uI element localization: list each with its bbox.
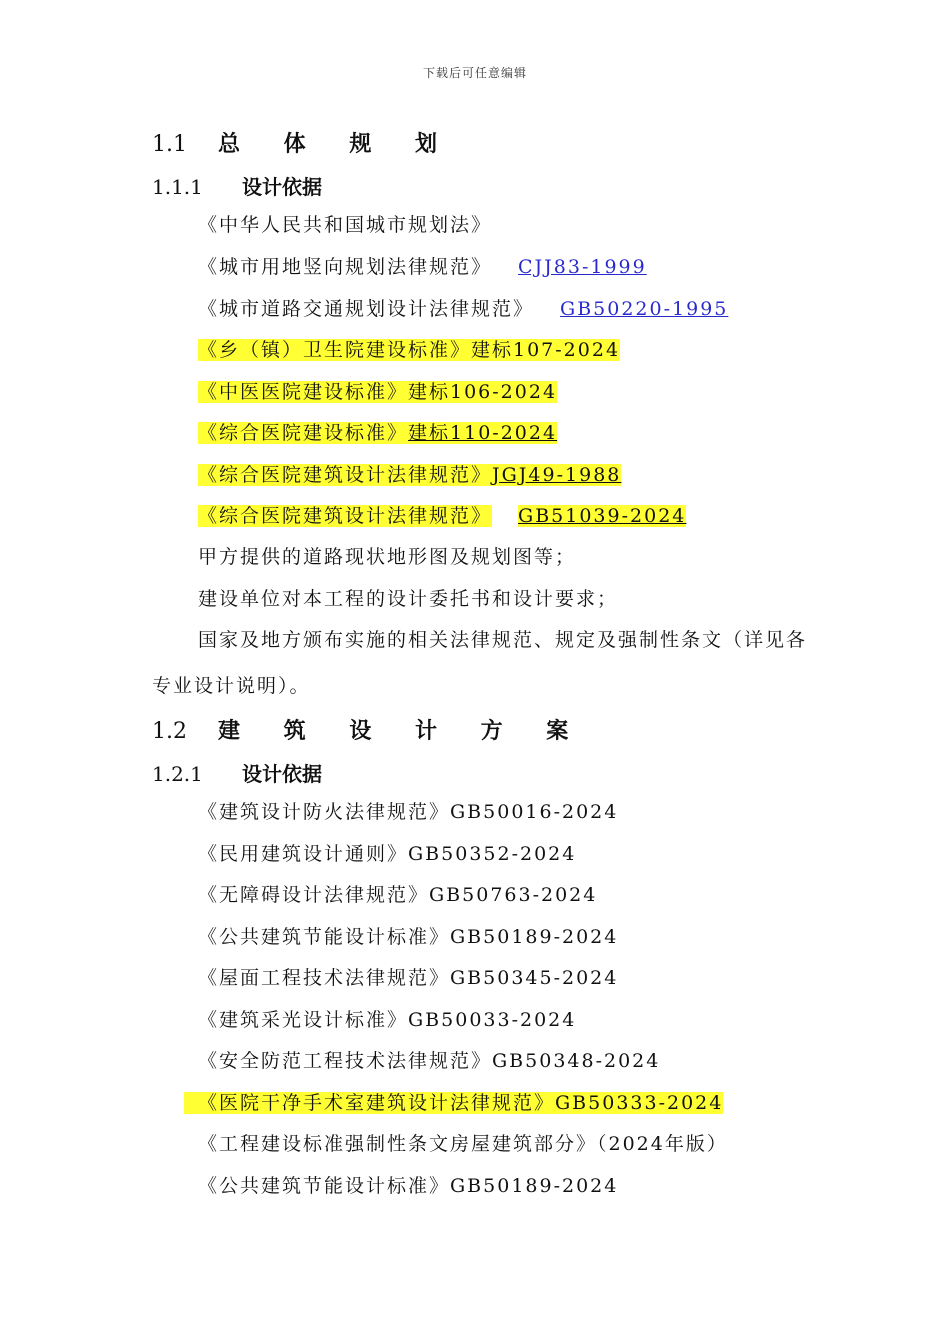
section-heading	[152, 714, 586, 745]
reference-item	[198, 1173, 618, 1199]
reference-text: 《无障碍设计法律规范》GB50763-2024	[198, 884, 598, 906]
reference-code: 建标110-2024	[408, 422, 558, 444]
reference-text: 《安全防范工程技术法律规范》GB50348-2024	[198, 1050, 661, 1072]
reference-item	[198, 841, 576, 867]
section-number: 1.2	[152, 719, 187, 744]
page-header: 下载后可任意编辑	[422, 66, 527, 80]
reference-code-link[interactable]: GB50220-1995	[560, 298, 729, 320]
reference-text: 《综合医院建设标准》	[198, 422, 409, 444]
reference-item-highlighted	[198, 462, 621, 488]
reference-item-highlighted	[198, 503, 686, 529]
reference-item	[198, 296, 728, 322]
reference-text: 《屋面工程技术法律规范》GB50345-2024	[198, 967, 619, 989]
reference-text: 《城市道路交通规划设计法律规范》	[198, 298, 535, 320]
subsection-number: 1.2.1	[152, 762, 203, 786]
reference-item-highlighted	[184, 1090, 723, 1116]
reference-item	[198, 924, 618, 950]
reference-code: GB51039-2024	[518, 505, 687, 527]
section-heading	[152, 127, 455, 158]
reference-item-highlighted	[198, 337, 620, 363]
reference-text: 《建筑设计防火法律规范》GB50016-2024	[198, 801, 619, 823]
reference-item	[198, 544, 576, 570]
reference-text: 《民用建筑设计通则》GB50352-2024	[198, 843, 577, 865]
section-number: 1.1	[152, 132, 187, 157]
reference-text: 甲方提供的道路现状地形图及规划图等；	[198, 546, 577, 568]
reference-item	[198, 1131, 728, 1157]
reference-item	[198, 882, 597, 908]
reference-code: JGJ49-1988	[492, 464, 622, 486]
reference-text: 《公共建筑节能设计标准》GB50189-2024	[198, 926, 619, 948]
reference-item	[198, 1048, 660, 1074]
reference-text: 《建筑采光设计标准》GB50033-2024	[198, 1009, 577, 1031]
reference-item	[198, 586, 618, 612]
section-title: 总 体 规 划	[218, 132, 455, 157]
subsection-number: 1.1.1	[152, 175, 203, 199]
subsection-title: 设计依据	[242, 762, 322, 786]
reference-text: 《医院干净手术室建筑设计法律规范》GB50333-2024	[184, 1092, 723, 1114]
reference-text: 建设单位对本工程的设计委托书和设计要求；	[198, 588, 619, 610]
subsection-heading	[152, 758, 322, 787]
reference-text: 《综合医院建筑设计法律规范》	[198, 505, 493, 527]
reference-item-highlighted	[198, 379, 557, 405]
reference-item	[198, 254, 647, 280]
reference-text: 《乡（镇）卫生院建设标准》建标107-2024	[198, 339, 621, 361]
reference-item	[198, 965, 618, 991]
reference-text: 《公共建筑节能设计标准》GB50189-2024	[198, 1175, 619, 1197]
section-title: 建 筑 设 计 方 案	[218, 719, 587, 744]
paragraph	[152, 617, 812, 709]
reference-text: 《综合医院建筑设计法律规范》	[198, 464, 493, 486]
reference-item	[198, 212, 492, 238]
reference-item	[198, 1007, 576, 1033]
reference-text: 《中医医院建设标准》建标106-2024	[198, 381, 558, 403]
subsection-heading	[152, 171, 322, 200]
reference-text: 《中华人民共和国城市规划法》	[198, 214, 493, 236]
paragraph-text: 国家及地方颁布实施的相关法律规范、规定及强制性条文（详见各专业设计说明）。	[152, 629, 808, 697]
reference-text: 《工程建设标准强制性条文房屋建筑部分》（2024年版）	[198, 1133, 728, 1155]
reference-item	[198, 799, 618, 825]
subsection-title: 设计依据	[242, 175, 322, 199]
reference-item-highlighted	[198, 420, 557, 446]
reference-text: 《城市用地竖向规划法律规范》	[198, 256, 493, 278]
reference-code-link[interactable]: CJJ83-1999	[518, 256, 647, 278]
